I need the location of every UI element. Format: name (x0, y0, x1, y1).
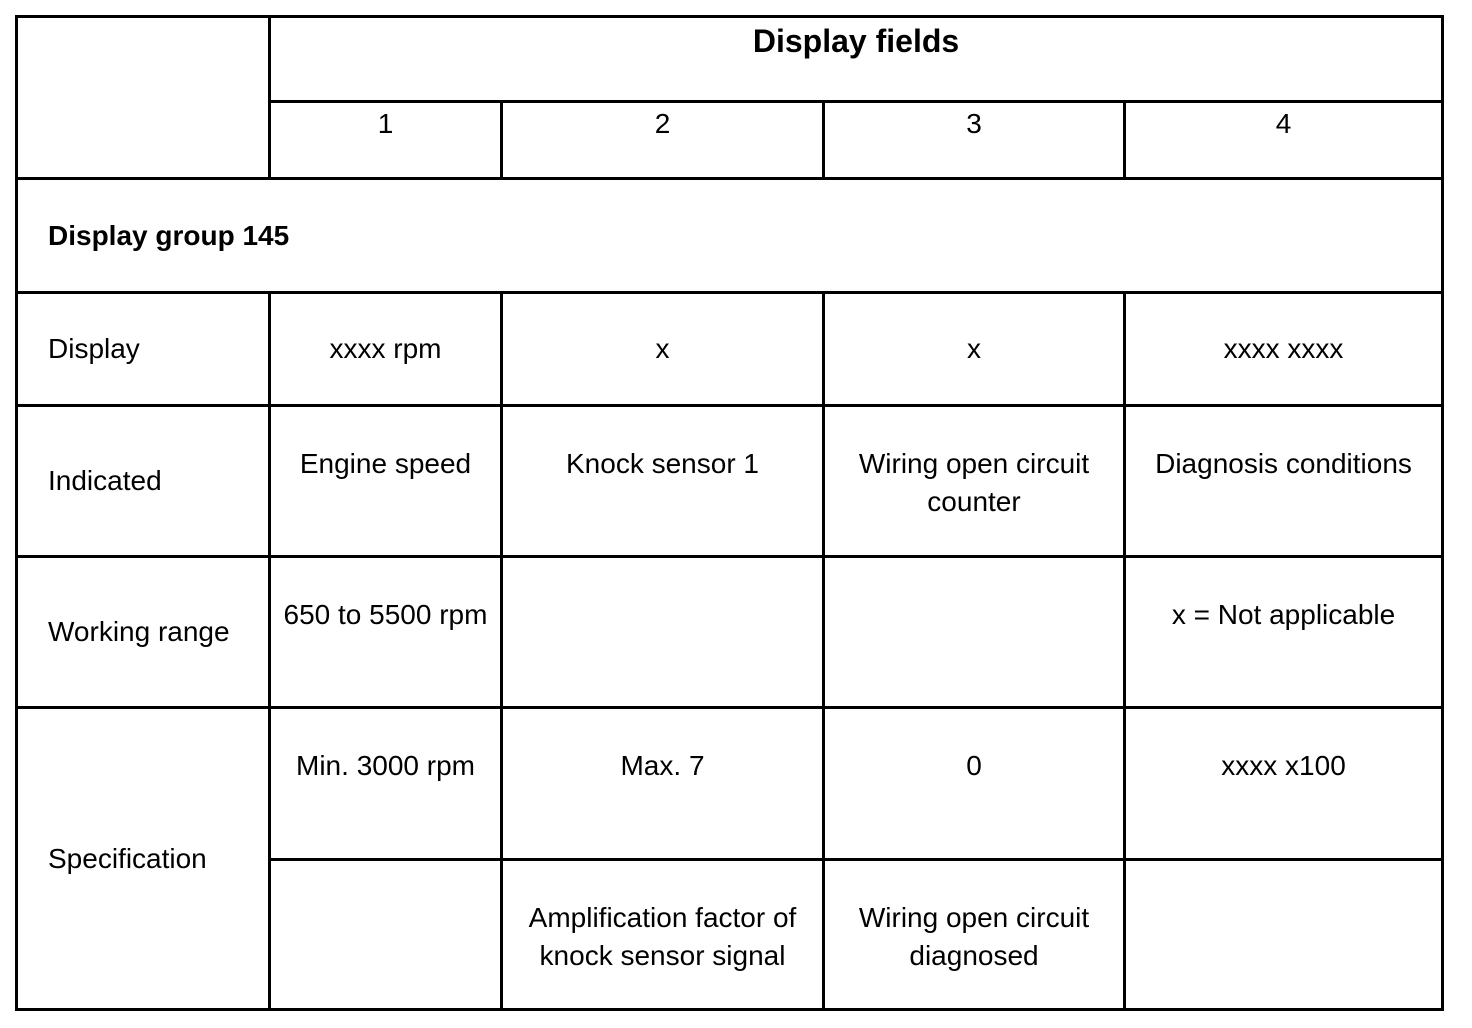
row-label-specification: Specification (17, 708, 270, 1010)
column-header-2: 2 (502, 102, 824, 179)
column-header-4: 4 (1125, 102, 1443, 179)
indicated-cell-1: Engine speed (270, 406, 502, 557)
display-cell-2: x (502, 293, 824, 406)
column-header-3: 3 (824, 102, 1125, 179)
display-cell-1: xxxx rpm (270, 293, 502, 406)
specification-cell-2: Max. 7 (502, 708, 824, 860)
specification-cell-4: xxxx x100 (1125, 708, 1443, 860)
indicated-cell-2: Knock sensor 1 (502, 406, 824, 557)
specification-cell-1: Min. 3000 rpm (270, 708, 502, 860)
working-range-cell-4: x = Not applicable (1125, 557, 1443, 708)
row-label-working-range: Working range (17, 557, 270, 708)
row-label-display: Display (17, 293, 270, 406)
specification-note-cell-4 (1125, 860, 1443, 1010)
specification-note-cell-2: Amplification factor of knock sensor signal (502, 860, 824, 1010)
specification-note-cell-3: Wiring open circuit diagnosed (824, 860, 1125, 1010)
corner-cell (17, 17, 270, 179)
display-cell-4: xxxx xxxx (1125, 293, 1443, 406)
display-group-table (15, 15, 1444, 1011)
indicated-cell-4: Diagnosis conditions (1125, 406, 1443, 557)
display-group-title: Display group 145 (17, 179, 1443, 293)
row-label-indicated: Indicated (17, 406, 270, 557)
working-range-cell-1: 650 to 5500 rpm (270, 557, 502, 708)
specification-note-cell-1 (270, 860, 502, 1010)
working-range-cell-2 (502, 557, 824, 708)
column-header-1: 1 (270, 102, 502, 179)
specification-cell-3: 0 (824, 708, 1125, 860)
display-cell-3: x (824, 293, 1125, 406)
display-fields-title: Display fields (270, 17, 1443, 102)
working-range-cell-3 (824, 557, 1125, 708)
indicated-cell-3: Wiring open circuit counter (824, 406, 1125, 557)
